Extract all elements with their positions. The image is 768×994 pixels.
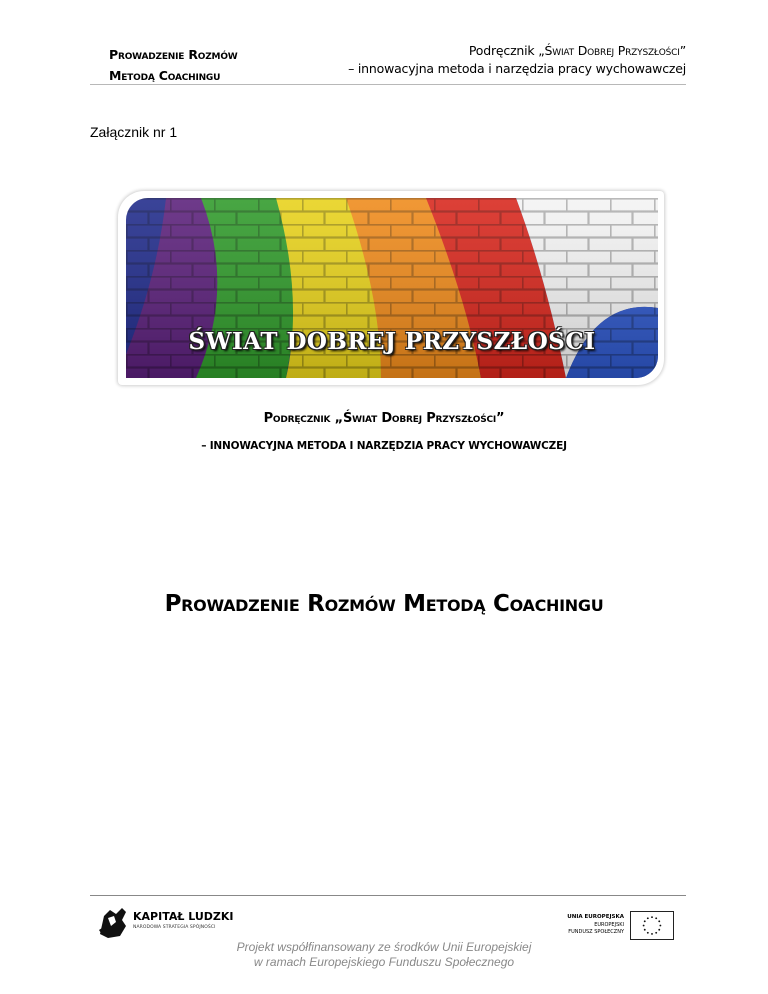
handbook-subtitle: – INNOWACYJNA METODA I NARZĘDZIA PRACY WYCHOWAWCZEJ: [201, 440, 567, 452]
footer-text-line2: w ramach Europejskiego Funduszu Społecznego: [253, 955, 515, 969]
banner-title: ŚWIAT DOBREJ PRZYSZŁOŚCI: [188, 328, 596, 355]
kapital-ludzki-name: KAPITAŁ LUDZKI: [133, 910, 234, 923]
footer-divider: [90, 895, 686, 896]
eu-flag-icon: [630, 911, 674, 940]
handbook-title-suffix: ”: [496, 411, 505, 426]
eu-star-icon: [647, 932, 649, 934]
eu-star-icon: [659, 925, 661, 927]
eu-star-icon: [655, 917, 657, 919]
eu-label-line2: EUROPEJSKI: [594, 922, 624, 928]
header-right-title: [348, 42, 686, 78]
header-left-line1: Prowadzenie Rozmów: [109, 47, 238, 62]
handbook-title-main: Świat Dobrej Przyszłości: [342, 411, 497, 426]
header-left-line2: Metodą Coachingu: [109, 68, 221, 83]
header-left-title: [109, 44, 238, 86]
handbook-title-prefix: Podręcznik „: [263, 411, 343, 426]
kapital-ludzki-subtitle: NARODOWA STRATEGIA SPÓJNOŚCI: [133, 925, 216, 930]
header-divider: [90, 84, 686, 85]
eu-star-icon: [651, 933, 653, 935]
eu-star-icon: [655, 932, 657, 934]
eu-star-icon: [644, 929, 646, 931]
footer-text-line1: Projekt współfinansowany ze środków Unii Europejskiej: [236, 940, 532, 954]
header-right-prefix: Podręcznik „: [468, 43, 545, 58]
handbook-title: [0, 411, 768, 426]
main-title: Prowadzenie Rozmów Metodą Coachingu: [164, 591, 604, 617]
eu-star-icon: [647, 917, 649, 919]
eu-star-icon: [644, 920, 646, 922]
attachment-label: Załącznik nr 1: [90, 124, 178, 140]
header-right-line1: [348, 42, 686, 60]
footer-cofinancing-text: [0, 940, 768, 970]
eu-star-icon: [658, 929, 660, 931]
eu-label-line3: FUNDUSZ SPOŁECZNY: [568, 929, 624, 935]
eu-star-icon: [643, 925, 645, 927]
banner-image: [126, 198, 658, 378]
eu-label-line1: UNIA EUROPEJSKA: [567, 914, 624, 920]
header-right-suffix: ”: [679, 43, 686, 58]
eu-star-icon: [658, 920, 660, 922]
header-right-line2: – innowacyjna metoda i narzędzia pracy wychowawczej: [348, 61, 686, 76]
eu-star-icon: [651, 916, 653, 918]
header-right-handbook-name: Świat Dobrej Przyszłości: [544, 43, 680, 58]
